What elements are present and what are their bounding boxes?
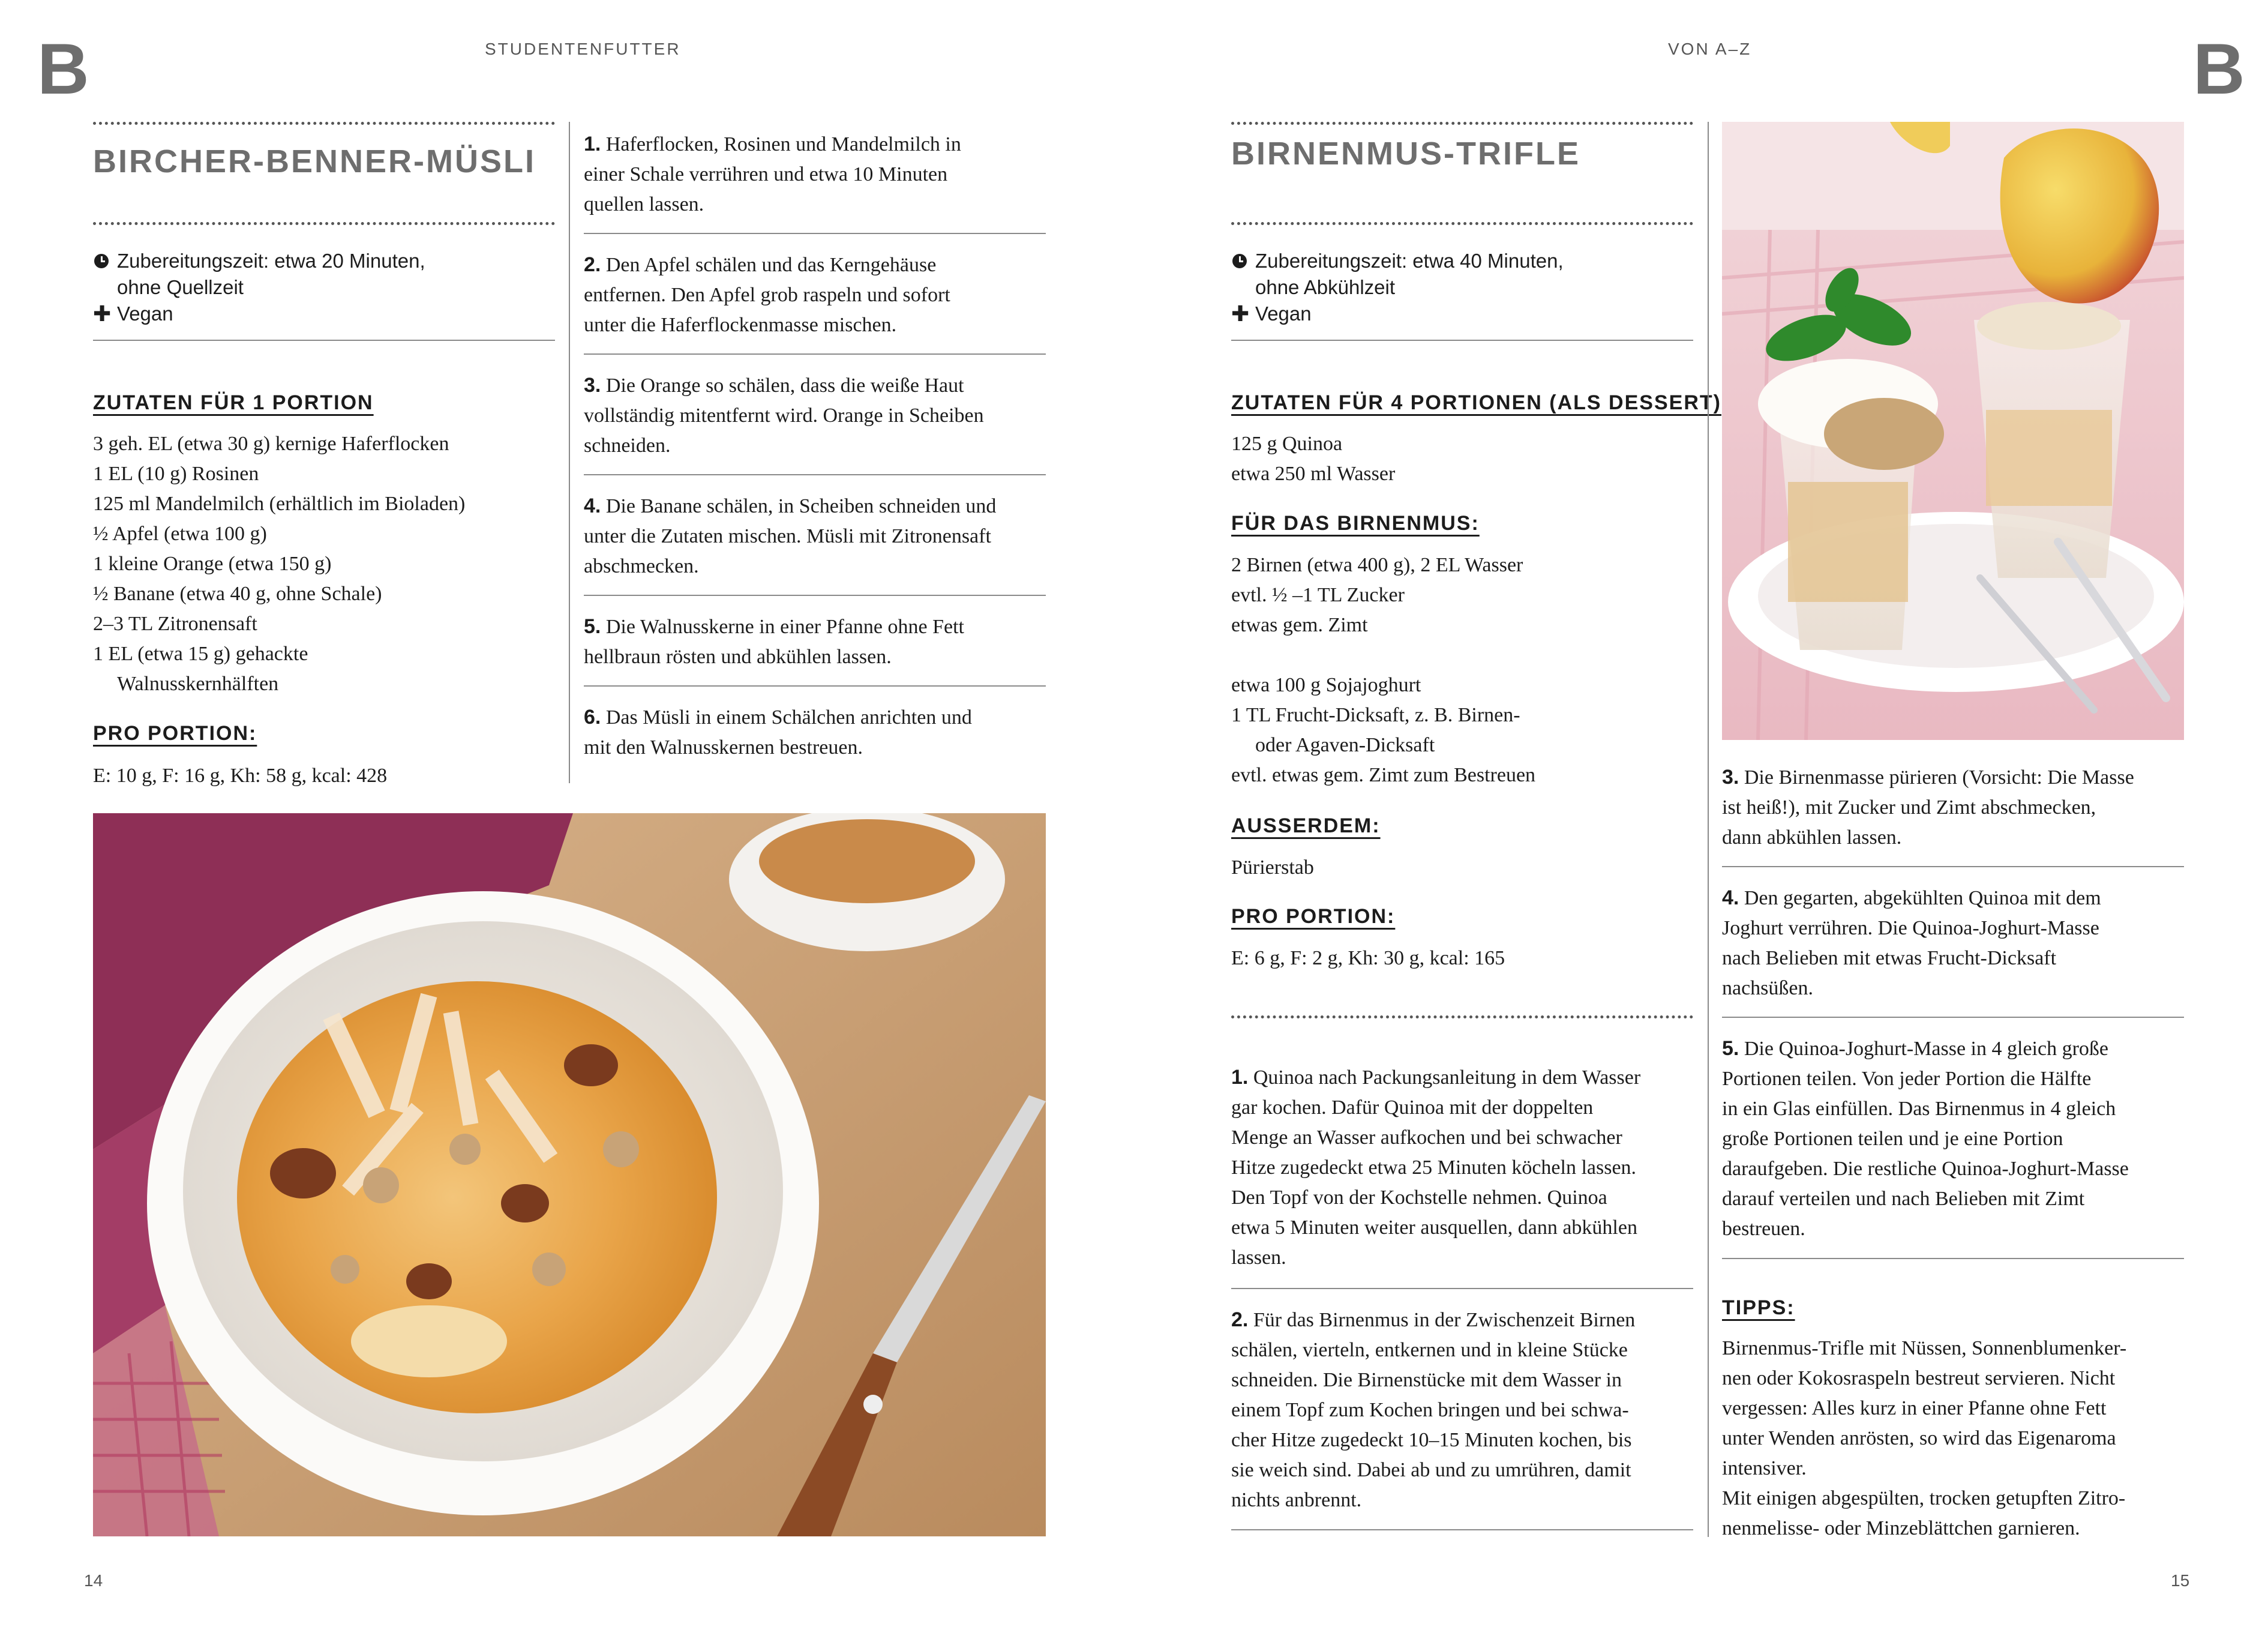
step-2 <box>1231 1305 1693 1515</box>
clock-icon <box>93 248 117 274</box>
step-text: Die Orange so schälen, dass die weiße Haut <box>605 374 964 397</box>
diet-label: Vegan <box>1255 302 1312 325</box>
tips-line: Birnenmus-Trifle mit Nüssen, Sonnenblumenker- <box>1722 1337 2127 1359</box>
ingredient-item: Pürierstab <box>1231 856 1314 879</box>
dotted-rule <box>1231 1015 1693 1018</box>
nutrition-values <box>93 761 555 791</box>
step-text: Die Birnenmasse pürieren (Vorsicht: Die Masse <box>1744 766 2134 789</box>
dotted-rule <box>1231 222 1693 225</box>
step-1 <box>584 129 1046 220</box>
page-letter-left: B <box>37 29 89 109</box>
step-number: 4. <box>584 495 601 517</box>
tips-line: Mit einigen abgespülten, trocken getupften Zitro- <box>1722 1487 2126 1509</box>
ingredient-item: oder Agaven-Dicksaft <box>1255 734 1435 756</box>
dotted-rule <box>93 222 555 225</box>
step-number: 1. <box>584 133 601 155</box>
step-text: Joghurt verrühren. Die Quinoa-Joghurt-Masse <box>1722 917 2099 939</box>
step-4 <box>584 491 1046 582</box>
diet-label: Vegan <box>117 302 173 325</box>
step-text: in ein Glas einfüllen. Das Birnenmus in 4 gleich <box>1722 1098 2116 1120</box>
step-number: 2. <box>1231 1308 1249 1331</box>
plus-icon: ✚ <box>1231 301 1250 326</box>
step-text: einem Topf zum Kochen bringen und bei schwa- <box>1231 1399 1629 1421</box>
step-text: Portionen teilen. Von jeder Portion die Hälfte <box>1722 1068 2092 1090</box>
step-text: Die Quinoa-Joghurt-Masse in 4 gleich große <box>1744 1038 2108 1060</box>
ausserdem-list <box>1231 853 1693 883</box>
nutrition-heading: PRO PORTION: <box>1231 905 1396 928</box>
muesli-photo <box>93 813 1046 1536</box>
step-text: sie weich sind. Dabei ab und zu umrühren, damit <box>1231 1459 1631 1481</box>
column-divider <box>1708 122 1709 1537</box>
step-text: Menge an Wasser aufkochen und bei schwacher <box>1231 1126 1622 1149</box>
step-3 <box>584 370 1046 461</box>
ingredient-item: 1 kleine Orange (etwa 150 g) <box>93 553 332 575</box>
step-text: Die Walnusskerne in einer Pfanne ohne Fett <box>605 616 965 638</box>
nutrition-values <box>1231 943 1693 973</box>
step-6 <box>584 702 1046 763</box>
step-number: 3. <box>584 374 601 397</box>
ingredient-item: 125 ml Mandelmilch (erhältlich im Bioladen) <box>93 493 466 515</box>
ingredient-item: 1 EL (etwa 15 g) gehackte <box>93 643 308 665</box>
ingredient-item: Walnusskernhälften <box>117 673 279 695</box>
ausserdem-heading: AUSSERDEM: <box>1231 814 1381 837</box>
step-text: nichts anbrennt. <box>1231 1489 1362 1511</box>
step-5 <box>584 612 1046 672</box>
ingredient-item: 125 g Quinoa <box>1231 433 1343 455</box>
ingredient-item: etwas gem. Zimt <box>1231 614 1368 636</box>
recipe-title: BIRNENMUS-TRIFLE <box>1231 136 1580 172</box>
ingredient-item: ½ Apfel (etwa 100 g) <box>93 523 267 545</box>
ingredient-item: etwa 250 ml Wasser <box>1231 463 1396 485</box>
divider <box>1231 340 1693 341</box>
step-text: unter die Zutaten mischen. Müsli mit Zitronensaft <box>584 525 991 547</box>
step-text: nachsüßen. <box>1722 977 1814 999</box>
birnenmus-heading: FÜR DAS BIRNENMUS: <box>1231 512 1480 535</box>
step-number: 6. <box>584 706 601 729</box>
step-2 <box>584 250 1046 340</box>
step-text: nach Belieben mit etwas Frucht-Dicksaft <box>1722 947 2057 969</box>
step-text: lassen. <box>1231 1247 1286 1269</box>
step-text: dann abkühlen lassen. <box>1722 826 1902 849</box>
ingredients-heading: ZUTATEN FÜR 4 PORTIONEN (ALS DESSERT) <box>1231 391 1721 414</box>
step-number: 2. <box>584 253 601 276</box>
clock-icon <box>1231 248 1255 274</box>
step-text: Den Topf von der Kochstelle nehmen. Quinoa <box>1231 1186 1607 1209</box>
step-text: Den gegarten, abgekühlten Quinoa mit dem <box>1744 887 2101 909</box>
step-number: 4. <box>1722 886 1739 909</box>
trifle-photo <box>1722 122 2184 740</box>
nutrition-text: E: 10 g, F: 16 g, Kh: 58 g, kcal: 428 <box>93 765 388 787</box>
step-text: Haferflocken, Rosinen und Mandelmilch in <box>605 133 961 155</box>
ingredient-item: 2–3 TL Zitronensaft <box>93 613 257 635</box>
page-number-right: 15 <box>2171 1571 2190 1590</box>
divider <box>93 340 555 341</box>
step-text: quellen lassen. <box>584 193 704 215</box>
step-4 <box>1722 883 2184 1003</box>
divider <box>1231 1529 1693 1530</box>
step-text: ist heiß!), mit Zucker und Zimt abschmecken, <box>1722 796 2096 819</box>
ingredient-item: etwa 100 g Sojajoghurt <box>1231 674 1421 696</box>
step-text: etwa 5 Minuten weiter ausquellen, dann abkühlen <box>1231 1216 1637 1239</box>
page-number-left: 14 <box>84 1571 103 1590</box>
step-text: entfernen. Den Apfel grob raspeln und sofort <box>584 284 950 306</box>
divider <box>1722 1017 2184 1018</box>
step-number: 1. <box>1231 1066 1249 1089</box>
divider <box>1722 1258 2184 1259</box>
step-text: abschmecken. <box>584 555 699 577</box>
running-head-right: VON A–Z <box>1668 40 1752 58</box>
column-divider <box>569 122 570 783</box>
ingredient-item: 3 geh. EL (etwa 30 g) kernige Haferflocken <box>93 433 449 455</box>
prep-time-note: ohne Quellzeit <box>117 276 244 298</box>
ingredient-item: 2 Birnen (etwa 400 g), 2 EL Wasser <box>1231 554 1523 576</box>
step-5 <box>1722 1033 2184 1244</box>
divider <box>584 233 1046 234</box>
tips-line: intensiver. <box>1722 1457 1807 1479</box>
recipe-meta <box>1231 248 1693 327</box>
ingredient-item: evtl. ½ –1 TL Zucker <box>1231 584 1405 606</box>
ingredient-item: 1 EL (10 g) Rosinen <box>93 463 259 485</box>
divider <box>584 474 1046 475</box>
recipe-title: BIRCHER-BENNER-MÜSLI <box>93 143 536 179</box>
step-text: Quinoa nach Packungsanleitung in dem Wasser <box>1253 1066 1641 1089</box>
recipe-meta <box>93 248 555 327</box>
step-text: mit den Walnusskernen bestreuen. <box>584 736 863 759</box>
step-text: cher Hitze zugedeckt 10–15 Minuten kochen, bis <box>1231 1429 1632 1451</box>
step-text: daraufgeben. Die restliche Quinoa-Joghurt-Masse <box>1722 1158 2129 1180</box>
tips-line: nenmelisse- oder Minzeblättchen garnieren. <box>1722 1517 2080 1539</box>
ingredients-list <box>93 429 555 699</box>
nutrition-heading: PRO PORTION: <box>93 722 257 745</box>
prep-time-note: ohne Abkühlzeit <box>1255 276 1396 298</box>
step-text: Den Apfel schälen und das Kerngehäuse <box>605 254 937 276</box>
dotted-rule <box>93 122 555 125</box>
step-text: schneiden. Die Birnenstücke mit dem Wasser in <box>1231 1369 1622 1391</box>
step-number: 5. <box>1722 1037 1739 1060</box>
tips-line: nen oder Kokosraspeln bestreut servieren. Nicht <box>1722 1367 2116 1389</box>
prep-time: Zubereitungszeit: etwa 20 Minuten, <box>117 250 425 272</box>
tips-line: unter Wenden anrösten, so wird das Eigenaroma <box>1722 1427 2116 1449</box>
step-number: 3. <box>1722 766 1739 789</box>
divider <box>584 595 1046 596</box>
plus-icon: ✚ <box>93 301 112 326</box>
step-1 <box>1231 1062 1693 1273</box>
step-text: bestreuen. <box>1722 1218 1805 1240</box>
step-text: Für das Birnenmus in der Zwischenzeit Birnen <box>1253 1309 1636 1331</box>
ingredients-list <box>1231 550 1693 790</box>
ingredients-list <box>1231 429 1693 489</box>
divider <box>584 685 1046 687</box>
running-head-left: STUDENTENFUTTER <box>485 40 681 58</box>
step-text: Hitze zugedeckt etwa 25 Minuten köcheln lassen. <box>1231 1156 1637 1179</box>
dotted-rule <box>1231 122 1693 125</box>
tips-heading: TIPPS: <box>1722 1296 1795 1319</box>
step-text: Die Banane schälen, in Scheiben schneiden und <box>605 495 997 517</box>
step-text: darauf verteilen und nach Belieben mit Zimt <box>1722 1188 2085 1210</box>
divider <box>584 353 1046 355</box>
page-letter-right: B <box>2193 29 2245 109</box>
ingredient-item: ½ Banane (etwa 40 g, ohne Schale) <box>93 583 382 605</box>
step-text: große Portionen teilen und je eine Portion <box>1722 1128 2063 1150</box>
step-text: einer Schale verrühren und etwa 10 Minuten <box>584 163 948 185</box>
step-text: schälen, vierteln, entkernen und in kleine Stücke <box>1231 1339 1628 1361</box>
step-text: schneiden. <box>584 435 671 457</box>
ingredient-item: 1 TL Frucht-Dicksaft, z. B. Birnen- <box>1231 704 1520 726</box>
divider <box>1722 866 2184 867</box>
step-number: 5. <box>584 615 601 638</box>
divider <box>1231 1288 1693 1289</box>
step-text: vollständig mitentfernt wird. Orange in Scheiben <box>584 404 984 427</box>
step-text: gar kochen. Dafür Quinoa mit der doppelten <box>1231 1096 1594 1119</box>
ingredient-item: evtl. etwas gem. Zimt zum Bestreuen <box>1231 764 1536 786</box>
ingredients-heading: ZUTATEN FÜR 1 PORTION <box>93 391 374 414</box>
nutrition-text: E: 6 g, F: 2 g, Kh: 30 g, kcal: 165 <box>1231 947 1505 969</box>
step-text: unter die Haferflockenmasse mischen. <box>584 314 897 336</box>
tips-text <box>1722 1334 2184 1544</box>
step-3 <box>1722 762 2184 853</box>
step-text: hellbraun rösten und abkühlen lassen. <box>584 646 892 668</box>
prep-time: Zubereitungszeit: etwa 40 Minuten, <box>1255 250 1564 272</box>
step-text: Das Müsli in einem Schälchen anrichten und <box>605 706 972 729</box>
tips-line: vergessen: Alles kurz in einer Pfanne ohne Fett <box>1722 1397 2107 1419</box>
